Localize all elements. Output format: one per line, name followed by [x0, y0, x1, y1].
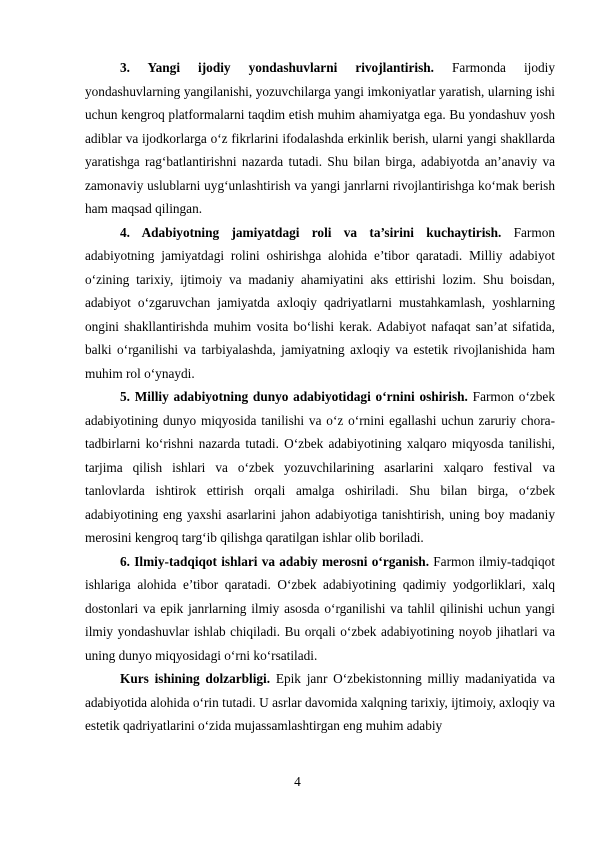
paragraph-text: Farmon ilmiy-tadqiqot ishlariga alohida e’tibor qaratadi. O‘zbek adabiyotining qadimiy yodgorliklari, xalq dostonlari va epik janrlarning ilmiy asosda o‘rganilishi va tahlil qilinishi uchun yangi ilmiy yondashuvlar ishlab chiqiladi. Bu orqali o‘zbek adabiyotining noyob jihatlari va uning dunyo miqyosidagi o‘rni ko‘rsatiladi.	[85, 553, 555, 663]
paragraph-text: Farmon adabiyotning jamiyatdagi rolini oshirishga alohida e’tibor qaratadi. Milliy adabiyot o‘zining tarixiy, ijtimoiy va madaniy ahamiyatini aks ettirishi lozim. Shu boisdan, adabiyot o‘zgaruvchan jamiyatda axloqiy qadriyatlarni mustahkamlash, yoshlarning ongini shakllantirishda muhim vosita bo‘lishi kerak. Adabiyot nafaqat san’at sifatida, balki o‘rganilishi va tarbiyalashda, jamiyatning axloqiy va estetik rivojlanishida ham muhim rol o‘ynaydi.	[85, 224, 555, 381]
document-body	[85, 56, 555, 738]
paragraph-heading: Kurs ishining dolzarbligi.	[120, 671, 271, 686]
paragraph-role-of-literature	[85, 221, 555, 386]
paragraph-world-literature	[85, 385, 555, 550]
page-number: 4	[294, 774, 301, 789]
paragraph-relevance	[85, 667, 555, 738]
paragraph-text: Epik janr O‘zbekistonning milliy madaniyatida va adabiyotida alohida o‘rin tutadi. U asrlar davomida xalqning tarixiy, ijtimoiy, axloqiy va estetik qadriyatlarini o‘zida mujassamlashtirgan eng muhim adabiy	[85, 671, 555, 733]
paragraph-text: Farmonda ijodiy yondashuvlarning yangilanishi, yozuvchilarga yangi imkoniyatlar yaratish, ularning ishi uchun kengroq platformalarni taqdim etish muhim ahamiyatga ega. Bu yondashuv yosh adiblar va ijodkorlarga o‘z fikrlarini ifodalashda erkinlik berish, ularni yangi shakllarda yaratishga rag‘batlantirishni nazarda tutadi. Shu bilan birga, adabiyotda an’anaviy va zamonaviy uslublarni uyg‘unlashtirish va yangi janrlarni rivojlantirishga ko‘mak berish ham maqsad qilingan.	[85, 60, 556, 216]
paragraph-heading: 3. Yangi ijodiy yondashuvlarni rivojlantirish.	[120, 60, 434, 75]
paragraph-text: Farmon o‘zbek adabiyotining dunyo miqyosida tanilishi va o‘z o‘rnini egallashi uchun zaruriy chora-tadbirlarni ko‘rishni nazarda tutadi. O‘zbek adabiyotining xalqaro miqyosda tanilishi, tarjima qilish ishlari va o‘zbek yozuvchilarining asarlarini xalqaro festival va tanlovlarda ishtirok ettirish orqali amalga oshiriladi. Shu bilan birga, o‘zbek adabiyotining eng yaxshi asarlarini jahon adabiyotiga tanishtirish, uning boy madaniy merosini kengroq targ‘ib qilishga qaratilgan ishlar olib boriladi.	[85, 389, 555, 545]
paragraph-research-heritage	[85, 550, 555, 668]
paragraph-heading: 6. Ilmiy-tadqiqot ishlari va adabiy merosni o‘rganish.	[120, 553, 430, 569]
paragraph-new-creative-approaches	[85, 56, 555, 221]
paragraph-heading: 5. Milliy adabiyotning dunyo adabiyotidagi o‘rnini oshirish.	[120, 389, 468, 404]
paragraph-heading: 4. Adabiyotning jamiyatdagi roli va ta’sirini kuchaytirish.	[120, 224, 502, 240]
